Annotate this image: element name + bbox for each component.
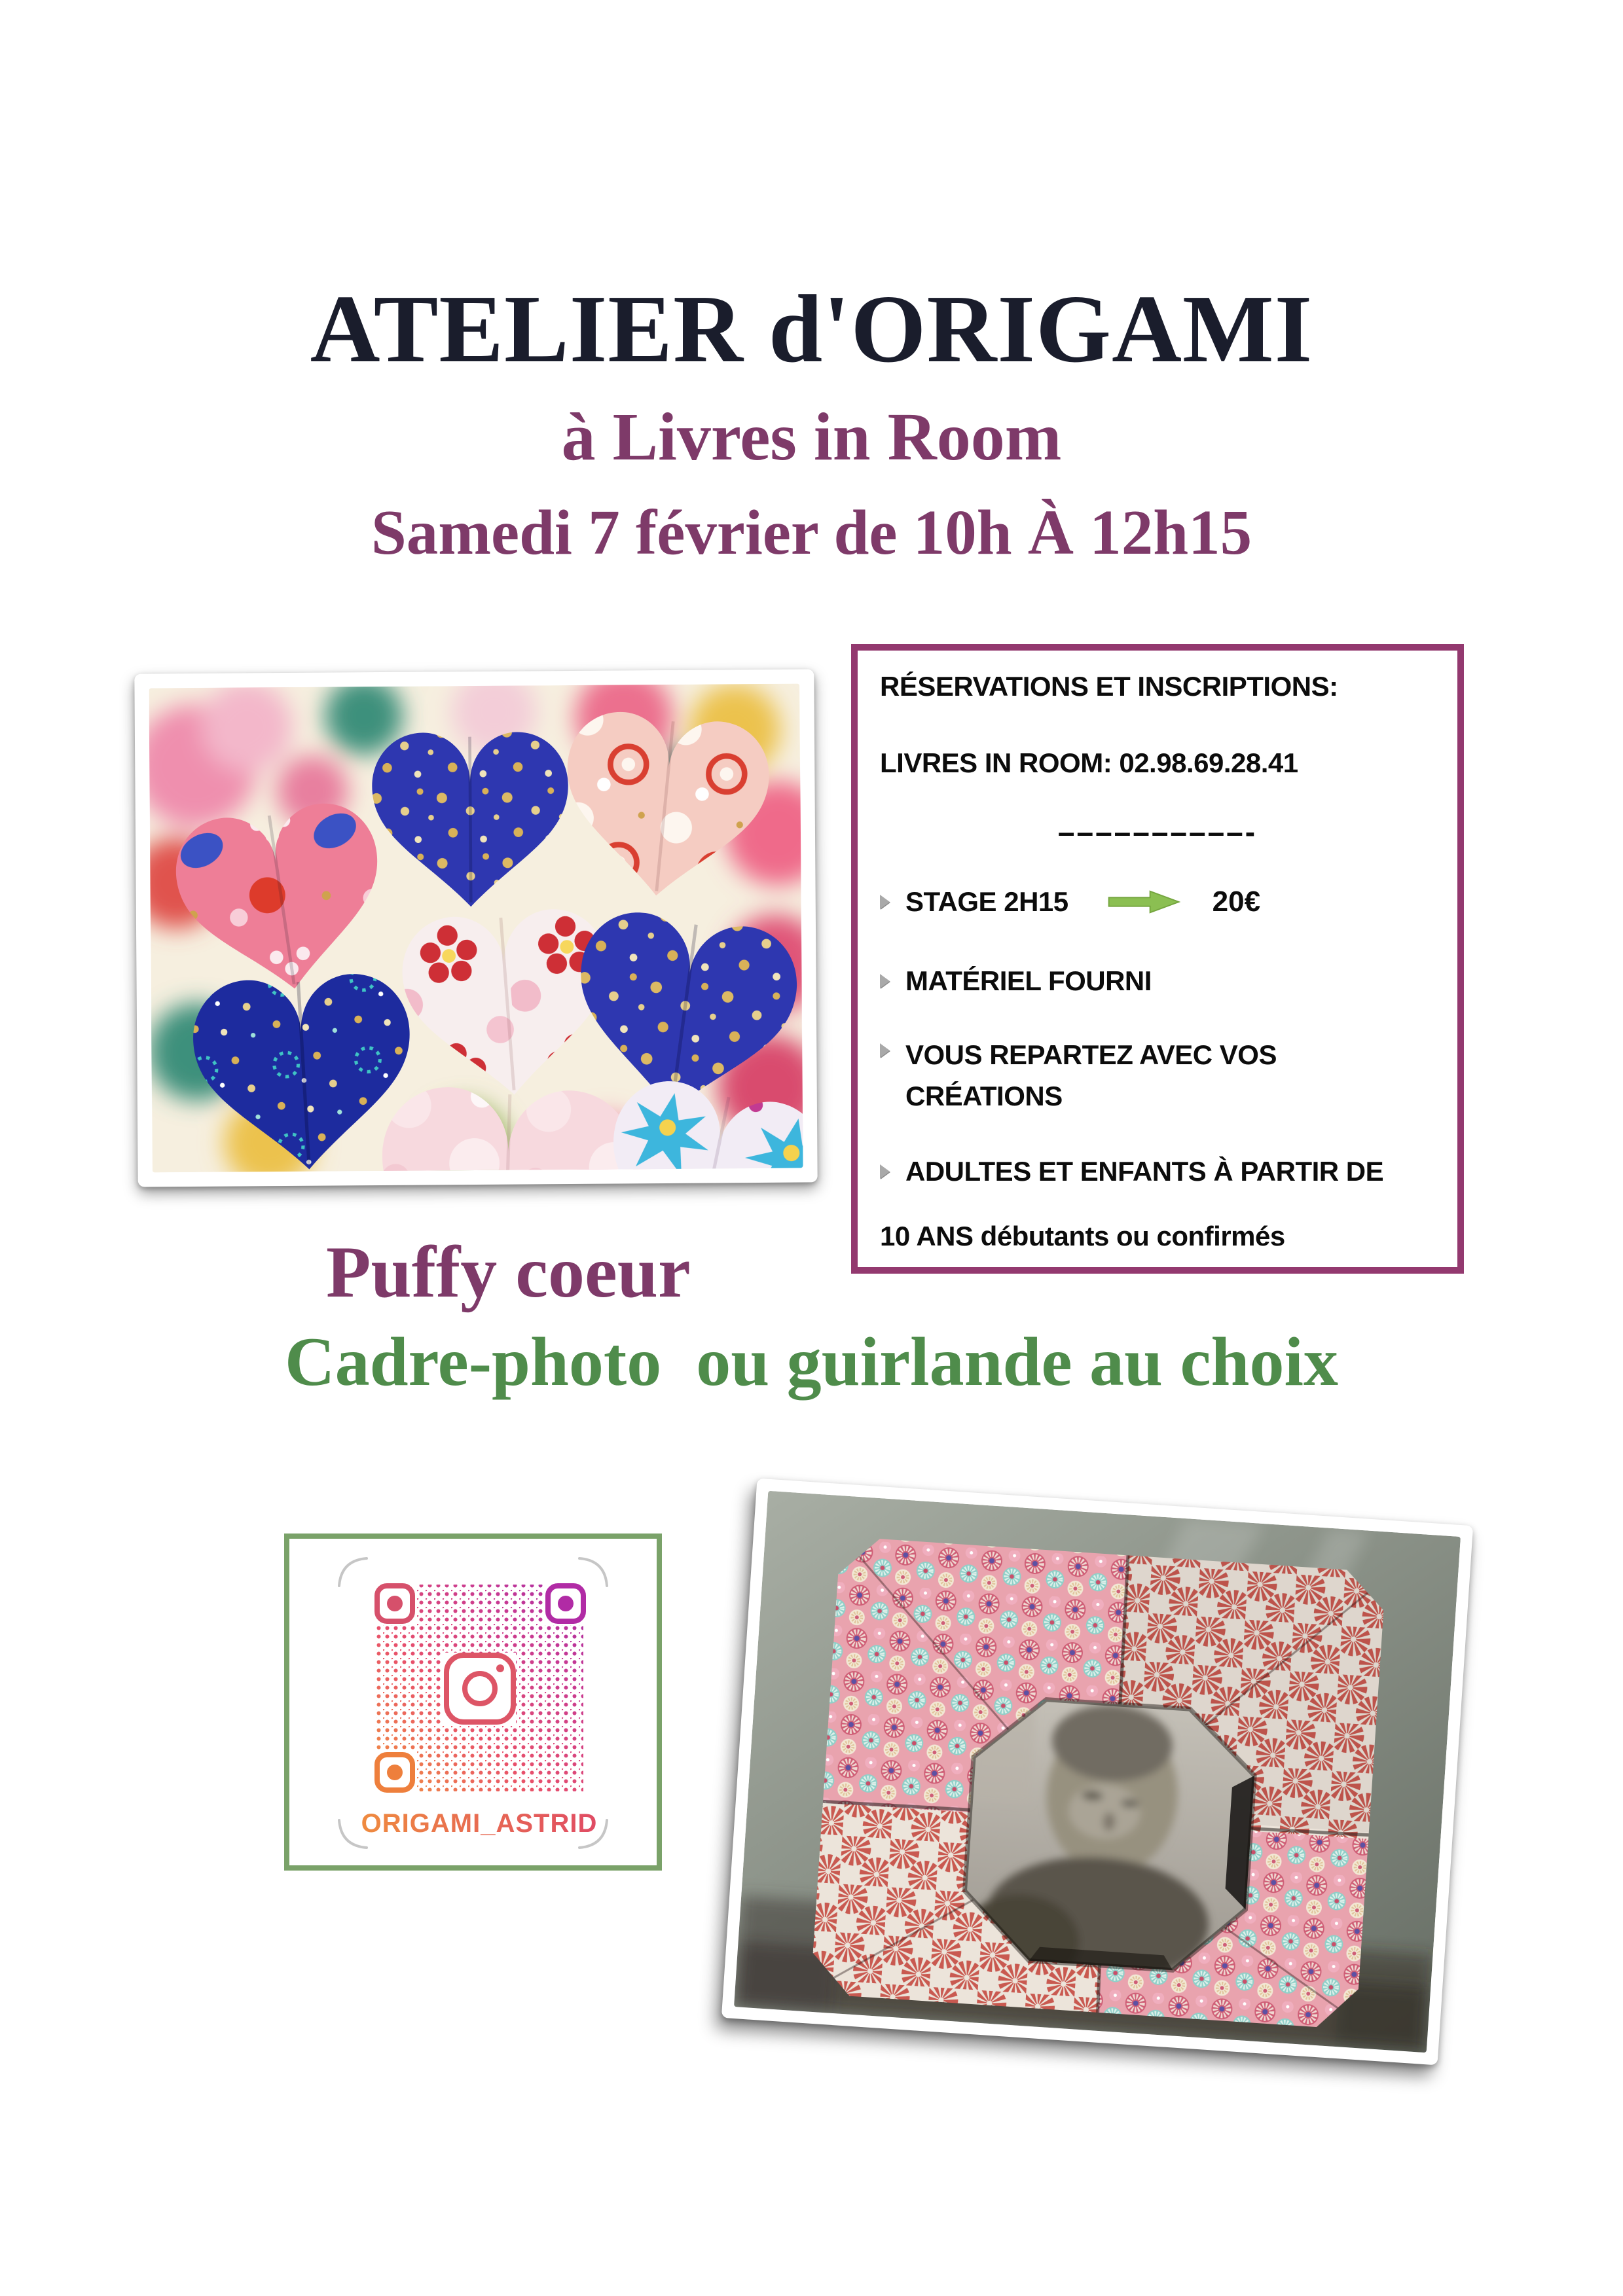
bullet-stage-price: [880, 881, 1435, 922]
green-arrow-right-icon: [1106, 888, 1184, 916]
patterned-frame-corners: [811, 1536, 1387, 2030]
origami-frame-illustration: [734, 1491, 1461, 2053]
origami-hearts-illustration: [149, 684, 803, 1173]
date-line: Samedi 7 février de 10h À 12h15: [371, 497, 1252, 567]
bullet-triangle-icon: [880, 895, 890, 909]
bullet-triangle-icon: [880, 1164, 890, 1179]
photo-origami-frame: [721, 1479, 1473, 2066]
reservation-info-box: [851, 644, 1464, 1274]
age-level-note: 10 ANS débutants ou confirmés: [880, 1221, 1285, 1252]
frame-corner-top-left: [823, 1536, 1128, 1821]
bullet-label: MATÉRIEL FOURNI: [905, 965, 1152, 997]
bullet-triangle-icon: [880, 974, 890, 988]
photo-origami-hearts: [134, 669, 817, 1187]
bullet-label: VOUS REPARTEZ AVEC VOS CRÉATIONS: [905, 1039, 1277, 1112]
reservations-heading: RÉSERVATIONS ET INSCRIPTIONS:: [880, 671, 1338, 702]
instagram-handle: ORIGAMI_ASTRID: [361, 1809, 598, 1838]
price-value: 20€: [1212, 885, 1261, 918]
instagram-nametag-qr: [289, 1539, 657, 1865]
qr-dot-matrix: [376, 1585, 583, 1791]
phone-line: LIVRES IN ROOM: 02.98.69.28.41: [880, 747, 1298, 778]
caption-puffy-coeur: Puffy coeur: [326, 1232, 691, 1313]
bullet-label: STAGE 2H15: [905, 886, 1068, 918]
bullet-label: ADULTES ET ENFANTS À PARTIR DE: [905, 1156, 1384, 1187]
bullet-creations: [880, 1034, 1435, 1117]
caption-cadre-photo: Cadre-photo ou guirlande au choix: [285, 1323, 1338, 1400]
page-title: ATELIER d'ORIGAMI: [310, 276, 1313, 383]
dashed-divider: ––––––––––-: [1057, 815, 1258, 850]
bullet-triangle-icon: [880, 1043, 890, 1058]
bullet-materiel: [880, 960, 1435, 1001]
venue-subtitle: à Livres in Room: [561, 399, 1062, 475]
bullet-adultes: [880, 1151, 1435, 1192]
frame-corner-bottom-right: [1098, 1821, 1368, 2030]
instagram-qr-card: [284, 1534, 662, 1871]
